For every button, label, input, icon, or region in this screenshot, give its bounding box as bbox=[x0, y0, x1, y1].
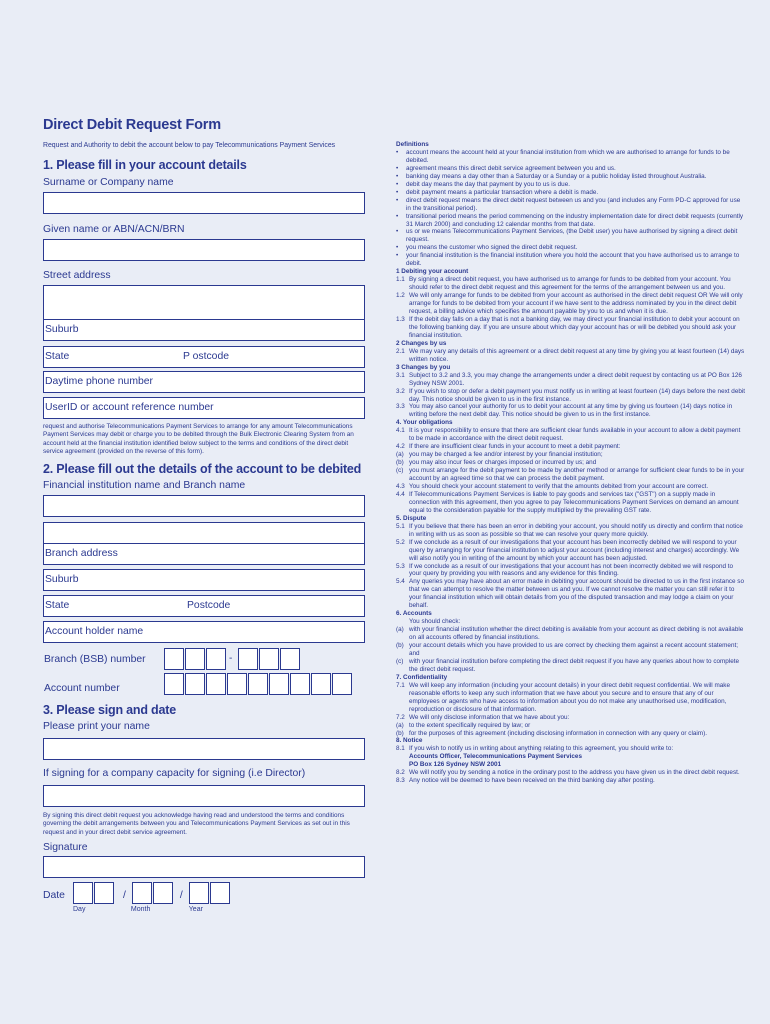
authority-text: request and authorise Telecommunications Payment Services to arrange for any amount Telecommunications Payment Services may debit or charge you to be debited through the Bulk Electronic Clearing System from an account held at the financial institution identified below subject to the terms and conditions of the direct debit service agreement (provided on the reverse of this form). bbox=[43, 423, 354, 455]
surname-field[interactable] bbox=[43, 192, 365, 214]
account-number-boxes bbox=[164, 673, 353, 695]
definition-text: transitional period means the period commencing on the industry implementation date for direct debit requests (currently 31 March 2000) and concluding 12 calendar months from that date. bbox=[406, 212, 744, 228]
clause bbox=[396, 483, 746, 491]
street-field[interactable] bbox=[43, 285, 365, 320]
clause bbox=[396, 730, 746, 738]
clause-line: PO Box 126 Sydney NSW 2001 bbox=[409, 761, 502, 769]
company-capacity-field[interactable] bbox=[43, 785, 365, 807]
clause-text: If we conclude as a result of our investigations that your account has not been incorrectly debited we will respond to your query by providing you with reasons and any evidence for this finding. bbox=[409, 562, 734, 578]
day-digit[interactable] bbox=[73, 882, 93, 904]
clause-number: 7.2 bbox=[396, 713, 405, 721]
clause-number: (b) bbox=[396, 729, 404, 737]
clause-text: to the extent specifically required by law; or bbox=[409, 721, 531, 729]
account-number-label: Account number bbox=[44, 683, 120, 695]
branch-address-field[interactable] bbox=[43, 522, 365, 544]
bullet-icon: • bbox=[396, 180, 399, 188]
clause bbox=[396, 769, 746, 777]
clause-number: 5.1 bbox=[396, 522, 405, 530]
given-name-label: Given name or ABN/ACN/BRN bbox=[43, 224, 185, 235]
clause-text: We will keep any information (including your account details) in your direct debit request confidential. We will make reasonable efforts to keep any such information that we have about you secure and to ensure that any of our employees or agents who have access to information about you do not make any unauthorised use, modification, reproduction or disclosure of that information. bbox=[409, 681, 730, 713]
bullet-icon: • bbox=[396, 228, 399, 236]
clause bbox=[396, 642, 746, 658]
branch-postcode-label: Postcode bbox=[187, 600, 231, 612]
clause-text: with your financial institution whether the direct debiting is available from your account as direct debiting is not available on all accounts offered by financial institutions. bbox=[409, 626, 744, 642]
date-label: Date bbox=[43, 890, 65, 902]
state-label: State bbox=[45, 351, 70, 362]
clause-number: (a) bbox=[396, 451, 404, 459]
clause-heading: 5. Dispute bbox=[396, 514, 427, 522]
definition-text: debit payment means a particular transaction where a debit is made. bbox=[406, 188, 599, 196]
clause-number: 1.2 bbox=[396, 292, 405, 300]
clause bbox=[396, 745, 746, 753]
clause bbox=[396, 316, 746, 340]
definition-item bbox=[396, 149, 746, 165]
year-group bbox=[189, 882, 231, 913]
clause-heading: 3 Changes by you bbox=[396, 363, 451, 371]
definition-text: agreement means this direct debit service agreement between you and us. bbox=[406, 164, 616, 172]
clause bbox=[396, 714, 746, 722]
clause bbox=[396, 777, 746, 785]
clause-heading: 7. Confidentiality bbox=[396, 673, 448, 681]
section1-title: 1. Please fill in your account details bbox=[43, 158, 247, 172]
clause-number: 1.3 bbox=[396, 315, 405, 323]
definition-item bbox=[396, 228, 746, 244]
phone-field[interactable] bbox=[43, 371, 365, 393]
clause-number: 8.2 bbox=[396, 769, 405, 777]
definition-text: direct debit request means the direct debit request between us and you (and includes any Form PD-C approved for use in the transitional period). bbox=[406, 196, 741, 212]
clauses bbox=[396, 268, 746, 785]
clause bbox=[396, 523, 746, 539]
day-group bbox=[73, 882, 115, 913]
definition-item bbox=[396, 244, 746, 252]
clause-line: You should check: bbox=[409, 618, 461, 626]
clause-number: (a) bbox=[396, 626, 404, 634]
bsb-digit[interactable] bbox=[164, 648, 184, 670]
street-label: Street address bbox=[43, 270, 111, 281]
clause-number: 4.3 bbox=[396, 482, 405, 490]
suburb-field[interactable] bbox=[43, 319, 365, 341]
definition-text: us or we means Telecommunications Payment Services, (the Debit user) you have authorised by signing a direct debit request. bbox=[406, 228, 738, 244]
account-digit[interactable] bbox=[290, 673, 310, 695]
clause-text: We will notify you by sending a notice in the ordinary post to the address you have given us in the direct debit request. bbox=[409, 769, 740, 777]
clause-number: 4.4 bbox=[396, 490, 405, 498]
clause bbox=[396, 626, 746, 642]
clause-text: Any queries you may have about an error made in debiting your account should be directed to us in the first instance so that we can attempt to resolve the matter between us and you. If we cannot resolve the matter you can still refer it to your financial institution which will obtain details from you of the disputed transaction and may lodge a claim on your behalf. bbox=[409, 578, 745, 610]
date-separator: / bbox=[123, 890, 126, 902]
surname-label: Surname or Company name bbox=[43, 177, 174, 188]
bullet-icon: • bbox=[396, 164, 399, 172]
clause bbox=[396, 491, 746, 515]
bsb-label: Branch (BSB) number bbox=[44, 654, 146, 666]
clause-number: 5.3 bbox=[396, 562, 405, 570]
branch-address-label: Branch address bbox=[45, 548, 118, 560]
userid-label: UserID or account reference number bbox=[45, 402, 214, 413]
definitions-list bbox=[396, 149, 746, 268]
state-postcode-field[interactable] bbox=[43, 346, 365, 368]
clause-number: 8.3 bbox=[396, 777, 405, 785]
bsb-boxes-1 bbox=[164, 648, 227, 670]
definition-item bbox=[396, 213, 746, 229]
clause bbox=[396, 722, 746, 730]
account-digit[interactable] bbox=[311, 673, 331, 695]
branch-suburb-field[interactable] bbox=[43, 569, 365, 591]
clause-text: We will only disclose information that we have about you: bbox=[409, 713, 570, 721]
account-digit[interactable] bbox=[164, 673, 184, 695]
clause-text: you may be charged a fee and/or interest by your financial institution; bbox=[409, 451, 603, 459]
clause-text: your account details which you have provided to us are correct by checking them against a recent account statement; and bbox=[409, 642, 738, 657]
account-digit[interactable] bbox=[206, 673, 226, 695]
clause-text: Any notice will be deemed to have been received on the third banking day after posting. bbox=[409, 777, 655, 785]
bullet-icon: • bbox=[396, 252, 399, 260]
clause-text: You should check your account statement to verify that the amounts debited from your account are correct. bbox=[409, 482, 709, 490]
holder-label: Account holder name bbox=[45, 626, 144, 638]
clause-number: 1.1 bbox=[396, 276, 405, 284]
definition-item bbox=[396, 181, 746, 189]
clause-heading: 6. Accounts bbox=[396, 610, 432, 618]
clause-heading: 1 Debiting your account bbox=[396, 268, 469, 276]
year-digit[interactable] bbox=[189, 882, 209, 904]
given-name-field[interactable] bbox=[43, 239, 365, 261]
clause-text: Subject to 3.2 and 3.3, you may change the arrangements under a direct debit request by contacting us at PO Box 126 Sydney NSW 2001. bbox=[409, 371, 742, 387]
clause-number: 4.2 bbox=[396, 443, 405, 451]
clause bbox=[396, 403, 746, 419]
clause-number: 3.3 bbox=[396, 403, 405, 411]
clause-number: 5.2 bbox=[396, 538, 405, 546]
clause bbox=[396, 427, 746, 443]
clause-text: If we conclude as a result of our investigations that your account has been incorrectly debited we will respond to your query by arranging for your financial institution to adjust your account (including interest and charges) accordingly. We will also notify you in writing of the amount by which your account has been adjusted. bbox=[409, 538, 740, 562]
clause bbox=[396, 292, 746, 316]
clause-text: with your financial institution before completing the direct debit request if you have any queries about how to complete the direct debit request. bbox=[409, 657, 740, 673]
definition-text: debit day means the day that payment by you to us is due. bbox=[406, 180, 570, 188]
day-caption: Day bbox=[73, 906, 86, 914]
branch-address-line2[interactable] bbox=[43, 543, 365, 565]
clause-text: You may also cancel your authority for us to debit your account at any time by giving us fourteen (14) days notice in writing before the next debit day. This notice should be given to us in the first instance. bbox=[409, 403, 733, 419]
clause-text: By signing a direct debit request, you have authorised us to arrange for funds to be debited from your account. You should refer to the direct debit request and this agreement for the terms of the arrangement between us and you. bbox=[409, 276, 731, 292]
definition-item bbox=[396, 173, 746, 181]
institution-label: Financial institution name and Branch name bbox=[43, 480, 246, 492]
clause-text: We may vary any details of this agreement or a direct debit request at any time by giving you at least fourteen (14) days written notice. bbox=[409, 347, 745, 363]
clause-line: Accounts Officer, Telecommunications Payment Services bbox=[409, 753, 582, 761]
bullet-icon: • bbox=[396, 244, 399, 252]
branch-state-postcode-field[interactable] bbox=[43, 595, 365, 617]
clause bbox=[396, 682, 746, 714]
suburb-label: Suburb bbox=[45, 324, 79, 335]
clause-number: (c) bbox=[396, 467, 404, 475]
branch-state-label: State bbox=[45, 600, 70, 612]
clause-text: for the purposes of this agreement (including disclosing information in connection with any query or claim). bbox=[409, 729, 707, 737]
clause bbox=[396, 459, 746, 467]
year-digit[interactable] bbox=[210, 882, 230, 904]
clause bbox=[396, 658, 746, 674]
clause bbox=[396, 443, 746, 451]
account-number-row bbox=[43, 673, 365, 695]
clause-number: 5.4 bbox=[396, 578, 405, 586]
clause-number: (a) bbox=[396, 721, 404, 729]
acknowledgement-text: By signing this direct debit request you acknowledge having read and understood the terms and conditions governing the debit arrangements between you and Telecommunications Payment Services as set out in this request and in your direct debit service agreement. bbox=[43, 812, 350, 836]
account-digit[interactable] bbox=[185, 673, 205, 695]
signature-field[interactable] bbox=[43, 856, 365, 878]
print-name-label: Please print your name bbox=[43, 721, 150, 733]
section3-title: 3. Please sign and date bbox=[43, 703, 176, 718]
clause-text: If Telecommunications Payment Services is liable to pay goods and services tax ("GST") on a supply made in connection with this agreement, then you agree to pay Telecommunications Payment Services on demand an amount equal to the consideration payable for the supply multiplied by the prevailing GST rate. bbox=[409, 490, 739, 514]
clause-number: 2.1 bbox=[396, 347, 405, 355]
clause-text: If there are insufficient clear funds in your account to meet a debit payment: bbox=[409, 443, 621, 451]
section2-title: 2. Please fill out the details of the account to be debited bbox=[43, 462, 362, 477]
postcode-label: P ostcode bbox=[183, 351, 230, 362]
clause-number: 3.2 bbox=[396, 387, 405, 395]
signature-label: Signature bbox=[43, 842, 88, 854]
clause-text: you must arrange for the debit payment to be made by another method or arrange for sufficient clear funds to be in your account by an agreed time so that we can process the debit payment. bbox=[409, 467, 745, 483]
clause bbox=[396, 539, 746, 563]
month-caption: Month bbox=[130, 906, 151, 914]
print-name-field[interactable] bbox=[43, 738, 365, 760]
holder-field[interactable] bbox=[43, 621, 365, 643]
phone-label: Daytime phone number bbox=[45, 376, 154, 387]
bullet-icon: • bbox=[396, 188, 399, 196]
date-row bbox=[43, 882, 365, 913]
bsb-digit[interactable] bbox=[280, 648, 300, 670]
definition-text: banking day means a day other than a Saturday or a Sunday or a public holiday listed throughout Australia. bbox=[406, 172, 707, 180]
clause-number: 3.1 bbox=[396, 371, 405, 379]
bsb-digit[interactable] bbox=[259, 648, 279, 670]
clause-number: (b) bbox=[396, 459, 404, 467]
form-intro: Request and Authority to debit the account below to pay Telecommunications Payment Services bbox=[43, 142, 336, 149]
bsb-digit[interactable] bbox=[206, 648, 226, 670]
clause-number: (c) bbox=[396, 657, 404, 665]
clause bbox=[396, 467, 746, 483]
bullet-icon: • bbox=[396, 148, 399, 156]
bsb-boxes-2 bbox=[238, 648, 301, 670]
definition-item bbox=[396, 197, 746, 213]
month-digit[interactable] bbox=[153, 882, 173, 904]
clause bbox=[396, 372, 746, 388]
terms-column bbox=[396, 141, 746, 785]
clause-text: If you wish to stop or defer a debit payment you must notify us in writing at least fourteen (14) days before the next debit day. This notice should be given to us in the first instance. bbox=[409, 387, 746, 403]
definition-item bbox=[396, 165, 746, 173]
date-separator: / bbox=[179, 890, 183, 902]
bsb-dash: - bbox=[229, 653, 233, 665]
clause-text: If you wish to notify us in writing about anything relating to this agreement, you should write to: bbox=[409, 745, 674, 753]
clause-number: 7.1 bbox=[396, 681, 405, 689]
clause-text: you may also incur fees or charges imposed or incurred by us; and bbox=[409, 459, 597, 467]
month-digit[interactable] bbox=[132, 882, 152, 904]
definition-text: you means the customer who signed the direct debit request. bbox=[406, 244, 578, 252]
clause-number: (b) bbox=[396, 642, 404, 650]
bullet-icon: • bbox=[396, 196, 399, 204]
clause-text: If the debit day falls on a day that is not a banking day, we may direct your financial institution to debit your account on the following banking day. If you are unsure about which day your account has or will be debited you should ask your financial institution. bbox=[409, 315, 740, 339]
clause-heading: 8. Notice bbox=[396, 737, 423, 745]
account-digit[interactable] bbox=[269, 673, 289, 695]
definitions-title: Definitions bbox=[396, 141, 429, 148]
bsb-digit[interactable] bbox=[238, 648, 258, 670]
definition-item bbox=[396, 189, 746, 197]
day-digit[interactable] bbox=[94, 882, 114, 904]
definition-text: account means the account held at your financial institution from which we are authorised to arrange for funds to be debited. bbox=[406, 148, 730, 164]
clause-number: 8.1 bbox=[396, 745, 405, 753]
month-group bbox=[132, 882, 174, 913]
definition-text: your financial institution is the financial institution where you hold the account that you have authorised us to arrange to debit. bbox=[406, 252, 740, 268]
definition-item bbox=[396, 252, 746, 268]
year-caption: Year bbox=[188, 906, 203, 914]
bullet-icon: • bbox=[396, 172, 399, 180]
company-capacity-label: If signing for a company capacity for signing (i.e Director) bbox=[43, 768, 306, 780]
bullet-icon: • bbox=[396, 212, 399, 220]
clause-text: It is your responsibility to ensure that there are sufficient clear funds available in your account to allow a debit payment to be made in accordance with the direct debit request. bbox=[409, 427, 741, 443]
institution-field[interactable] bbox=[43, 495, 365, 517]
clause bbox=[396, 578, 746, 610]
clause-number: 4.1 bbox=[396, 427, 405, 435]
form-column bbox=[43, 117, 365, 913]
clause bbox=[396, 563, 746, 579]
account-digit[interactable] bbox=[227, 673, 247, 695]
branch-suburb-label: Suburb bbox=[45, 574, 79, 586]
userid-field[interactable] bbox=[43, 397, 365, 419]
clause bbox=[396, 348, 746, 364]
clause-text: We will only arrange for funds to be debited from your account as authorised in the direct debit request OR We will only arrange for funds to be debited from your account if we have sent to the address nominated by you in the direct debit request, a billing advice which specifies the amount payable by you to us and when it is due. bbox=[409, 292, 743, 316]
form-title: Direct Debit Request Form bbox=[43, 117, 221, 133]
clause-heading: 2 Changes by us bbox=[396, 339, 447, 347]
clause bbox=[396, 276, 746, 292]
account-digit[interactable] bbox=[332, 673, 352, 695]
bsb-digit[interactable] bbox=[185, 648, 205, 670]
account-digit[interactable] bbox=[248, 673, 268, 695]
clause-text: If you believe that there has been an error in debiting your account, you should notify us directly and confirm that notice in writing with us as soon as possible so that we can resolve your query more quickly. bbox=[409, 522, 743, 538]
clause bbox=[396, 451, 746, 459]
bsb-row bbox=[43, 648, 365, 672]
clause-heading: 4. Your obligations bbox=[396, 419, 453, 427]
clause bbox=[396, 388, 746, 404]
